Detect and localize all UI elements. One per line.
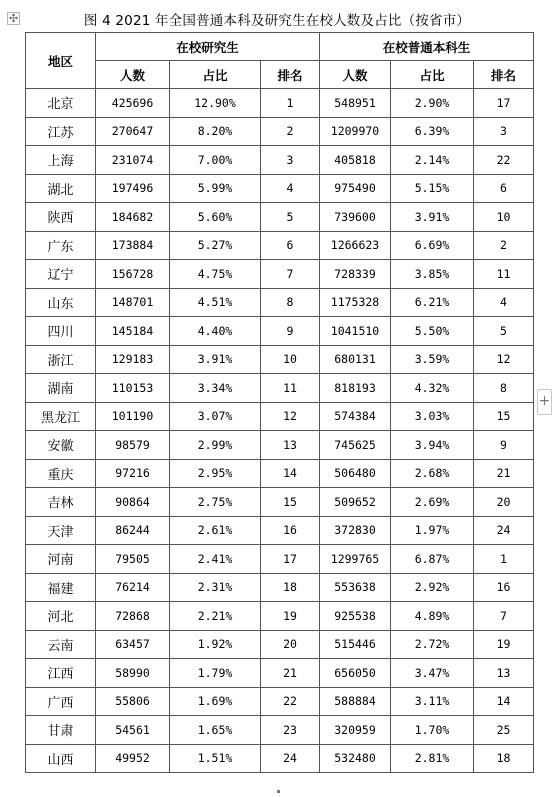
grad-rank-cell: 23 (261, 716, 320, 745)
header-ug-group: 在校普通本科生 (320, 33, 534, 61)
ug-share-cell: 2.72% (391, 630, 474, 659)
ug-share-cell: 3.85% (391, 260, 474, 289)
region-cell: 山东 (26, 288, 96, 317)
header-grad-count: 人数 (96, 61, 170, 89)
region-cell: 广西 (26, 687, 96, 716)
grad-count-cell: 148701 (96, 288, 170, 317)
region-cell: 浙江 (26, 345, 96, 374)
grad-rank-cell: 17 (261, 545, 320, 574)
ug-share-cell: 3.11% (391, 687, 474, 716)
grad-share-cell: 3.34% (170, 374, 261, 403)
table-row (26, 602, 534, 631)
ug-share-cell: 3.47% (391, 659, 474, 688)
ug-share-cell: 4.89% (391, 602, 474, 631)
ug-share-cell: 5.15% (391, 174, 474, 203)
ug-count-cell: 548951 (320, 89, 391, 118)
grad-count-cell: 54561 (96, 716, 170, 745)
grad-share-cell: 4.40% (170, 317, 261, 346)
ug-rank-cell: 9 (474, 431, 534, 460)
ug-rank-cell: 17 (474, 89, 534, 118)
table-row (26, 174, 534, 203)
grad-count-cell: 197496 (96, 174, 170, 203)
grad-count-cell: 72868 (96, 602, 170, 631)
add-column-plus-icon[interactable]: + (537, 389, 552, 415)
grad-rank-cell: 14 (261, 459, 320, 488)
grad-share-cell: 1.51% (170, 744, 261, 773)
ug-count-cell: 728339 (320, 260, 391, 289)
grad-rank-cell: 1 (261, 89, 320, 118)
grad-count-cell: 49952 (96, 744, 170, 773)
table-row (26, 659, 534, 688)
region-cell: 江苏 (26, 117, 96, 146)
grad-share-cell: 5.60% (170, 203, 261, 232)
ug-count-cell: 553638 (320, 573, 391, 602)
grad-count-cell: 97216 (96, 459, 170, 488)
table-row (26, 89, 534, 118)
header-ug-count: 人数 (320, 61, 391, 89)
grad-rank-cell: 9 (261, 317, 320, 346)
ug-share-cell: 6.21% (391, 288, 474, 317)
grad-share-cell: 1.79% (170, 659, 261, 688)
ug-share-cell: 6.69% (391, 231, 474, 260)
ug-share-cell: 3.94% (391, 431, 474, 460)
grad-share-cell: 8.20% (170, 117, 261, 146)
enrollment-table (25, 32, 534, 773)
grad-rank-cell: 16 (261, 516, 320, 545)
ug-rank-cell: 2 (474, 231, 534, 260)
grad-rank-cell: 3 (261, 146, 320, 175)
grad-rank-cell: 20 (261, 630, 320, 659)
ug-count-cell: 745625 (320, 431, 391, 460)
grad-count-cell: 145184 (96, 317, 170, 346)
grad-count-cell: 86244 (96, 516, 170, 545)
header-grad-share: 占比 (170, 61, 261, 89)
grad-rank-cell: 12 (261, 402, 320, 431)
ug-rank-cell: 8 (474, 374, 534, 403)
grad-rank-cell: 10 (261, 345, 320, 374)
ug-share-cell: 3.91% (391, 203, 474, 232)
page-end-marker (277, 790, 280, 793)
region-cell: 江西 (26, 659, 96, 688)
grad-share-cell: 3.07% (170, 402, 261, 431)
ug-rank-cell: 14 (474, 687, 534, 716)
grad-share-cell: 5.99% (170, 174, 261, 203)
ug-share-cell: 2.14% (391, 146, 474, 175)
ug-count-cell: 1041510 (320, 317, 391, 346)
ug-count-cell: 1299765 (320, 545, 391, 574)
region-cell: 河南 (26, 545, 96, 574)
grad-rank-cell: 22 (261, 687, 320, 716)
grad-share-cell: 4.75% (170, 260, 261, 289)
ug-share-cell: 2.81% (391, 744, 474, 773)
grad-share-cell: 2.21% (170, 602, 261, 631)
ug-rank-cell: 10 (474, 203, 534, 232)
region-cell: 四川 (26, 317, 96, 346)
table-row (26, 516, 534, 545)
grad-share-cell: 2.61% (170, 516, 261, 545)
grad-share-cell: 3.91% (170, 345, 261, 374)
region-cell: 广东 (26, 231, 96, 260)
table-row (26, 117, 534, 146)
ug-share-cell: 1.97% (391, 516, 474, 545)
table-row (26, 630, 534, 659)
grad-share-cell: 2.99% (170, 431, 261, 460)
ug-count-cell: 818193 (320, 374, 391, 403)
ug-count-cell: 574384 (320, 402, 391, 431)
region-cell: 辽宁 (26, 260, 96, 289)
ug-share-cell: 5.50% (391, 317, 474, 346)
grad-count-cell: 270647 (96, 117, 170, 146)
ug-count-cell: 1175328 (320, 288, 391, 317)
region-cell: 河北 (26, 602, 96, 631)
ug-share-cell: 6.39% (391, 117, 474, 146)
ug-rank-cell: 7 (474, 602, 534, 631)
ug-count-cell: 588884 (320, 687, 391, 716)
ug-rank-cell: 18 (474, 744, 534, 773)
ug-count-cell: 680131 (320, 345, 391, 374)
grad-share-cell: 2.31% (170, 573, 261, 602)
table-row (26, 488, 534, 517)
ug-rank-cell: 21 (474, 459, 534, 488)
ug-share-cell: 3.59% (391, 345, 474, 374)
table-row (26, 288, 534, 317)
region-cell: 天津 (26, 516, 96, 545)
table-move-handle-icon[interactable]: ✣ (8, 12, 19, 25)
grad-rank-cell: 5 (261, 203, 320, 232)
region-cell: 重庆 (26, 459, 96, 488)
table-body (26, 89, 534, 773)
ug-rank-cell: 3 (474, 117, 534, 146)
region-cell: 甘肃 (26, 716, 96, 745)
table-row (26, 203, 534, 232)
ug-rank-cell: 15 (474, 402, 534, 431)
ug-share-cell: 1.70% (391, 716, 474, 745)
grad-rank-cell: 4 (261, 174, 320, 203)
header-ug-rank: 排名 (474, 61, 534, 89)
table-row (26, 345, 534, 374)
grad-rank-cell: 24 (261, 744, 320, 773)
ug-share-cell: 2.68% (391, 459, 474, 488)
grad-rank-cell: 7 (261, 260, 320, 289)
ug-count-cell: 509652 (320, 488, 391, 517)
ug-count-cell: 1266623 (320, 231, 391, 260)
ug-count-cell: 515446 (320, 630, 391, 659)
ug-rank-cell: 13 (474, 659, 534, 688)
grad-share-cell: 4.51% (170, 288, 261, 317)
region-cell: 云南 (26, 630, 96, 659)
grad-count-cell: 173884 (96, 231, 170, 260)
grad-share-cell: 2.41% (170, 545, 261, 574)
table-row (26, 402, 534, 431)
ug-rank-cell: 5 (474, 317, 534, 346)
header-region: 地区 (26, 33, 96, 89)
ug-rank-cell: 25 (474, 716, 534, 745)
region-cell: 山西 (26, 744, 96, 773)
grad-share-cell: 12.90% (170, 89, 261, 118)
ug-count-cell: 1209970 (320, 117, 391, 146)
header-ug-share: 占比 (391, 61, 474, 89)
table-caption: 图 4 2021 年全国普通本科及研究生在校人数及占比（按省市） (83, 13, 471, 29)
grad-count-cell: 425696 (96, 89, 170, 118)
ug-rank-cell: 1 (474, 545, 534, 574)
grad-share-cell: 7.00% (170, 146, 261, 175)
grad-count-cell: 76214 (96, 573, 170, 602)
ug-rank-cell: 20 (474, 488, 534, 517)
ug-share-cell: 4.32% (391, 374, 474, 403)
ug-rank-cell: 16 (474, 573, 534, 602)
ug-rank-cell: 12 (474, 345, 534, 374)
table-row (26, 374, 534, 403)
table-row (26, 716, 534, 745)
table-row (26, 573, 534, 602)
grad-share-cell: 5.27% (170, 231, 261, 260)
grad-count-cell: 55806 (96, 687, 170, 716)
table-row (26, 687, 534, 716)
grad-rank-cell: 18 (261, 573, 320, 602)
header-grad-rank: 排名 (261, 61, 320, 89)
region-cell: 湖北 (26, 174, 96, 203)
region-cell: 北京 (26, 89, 96, 118)
ug-count-cell: 739600 (320, 203, 391, 232)
ug-rank-cell: 22 (474, 146, 534, 175)
ug-rank-cell: 11 (474, 260, 534, 289)
table-row (26, 459, 534, 488)
grad-count-cell: 58990 (96, 659, 170, 688)
grad-count-cell: 98579 (96, 431, 170, 460)
ug-share-cell: 6.87% (391, 545, 474, 574)
ug-count-cell: 372830 (320, 516, 391, 545)
ug-share-cell: 2.92% (391, 573, 474, 602)
grad-rank-cell: 2 (261, 117, 320, 146)
grad-share-cell: 2.95% (170, 459, 261, 488)
grad-count-cell: 79505 (96, 545, 170, 574)
ug-rank-cell: 4 (474, 288, 534, 317)
ug-rank-cell: 6 (474, 174, 534, 203)
table-row (26, 231, 534, 260)
ug-rank-cell: 24 (474, 516, 534, 545)
grad-count-cell: 231074 (96, 146, 170, 175)
grad-count-cell: 184682 (96, 203, 170, 232)
grad-count-cell: 63457 (96, 630, 170, 659)
grad-rank-cell: 21 (261, 659, 320, 688)
ug-share-cell: 3.03% (391, 402, 474, 431)
grad-share-cell: 1.69% (170, 687, 261, 716)
table-row (26, 431, 534, 460)
ug-count-cell: 405818 (320, 146, 391, 175)
ug-count-cell: 532480 (320, 744, 391, 773)
ug-share-cell: 2.69% (391, 488, 474, 517)
grad-share-cell: 1.65% (170, 716, 261, 745)
region-cell: 陕西 (26, 203, 96, 232)
grad-rank-cell: 6 (261, 231, 320, 260)
grad-rank-cell: 8 (261, 288, 320, 317)
grad-rank-cell: 11 (261, 374, 320, 403)
table-row (26, 146, 534, 175)
grad-count-cell: 101190 (96, 402, 170, 431)
header-grad-group: 在校研究生 (96, 33, 320, 61)
grad-count-cell: 129183 (96, 345, 170, 374)
region-cell: 安徽 (26, 431, 96, 460)
region-cell: 上海 (26, 146, 96, 175)
ug-count-cell: 975490 (320, 174, 391, 203)
ug-rank-cell: 19 (474, 630, 534, 659)
region-cell: 黑龙江 (26, 402, 96, 431)
ug-share-cell: 2.90% (391, 89, 474, 118)
ug-count-cell: 925538 (320, 602, 391, 631)
region-cell: 吉林 (26, 488, 96, 517)
grad-share-cell: 1.92% (170, 630, 261, 659)
grad-count-cell: 90864 (96, 488, 170, 517)
grad-rank-cell: 19 (261, 602, 320, 631)
table-row (26, 744, 534, 773)
region-cell: 福建 (26, 573, 96, 602)
grad-rank-cell: 13 (261, 431, 320, 460)
ug-count-cell: 656050 (320, 659, 391, 688)
grad-share-cell: 2.75% (170, 488, 261, 517)
grad-count-cell: 110153 (96, 374, 170, 403)
region-cell: 湖南 (26, 374, 96, 403)
table-row (26, 545, 534, 574)
ug-count-cell: 506480 (320, 459, 391, 488)
table-row (26, 260, 534, 289)
grad-count-cell: 156728 (96, 260, 170, 289)
ug-count-cell: 320959 (320, 716, 391, 745)
table-row (26, 317, 534, 346)
grad-rank-cell: 15 (261, 488, 320, 517)
